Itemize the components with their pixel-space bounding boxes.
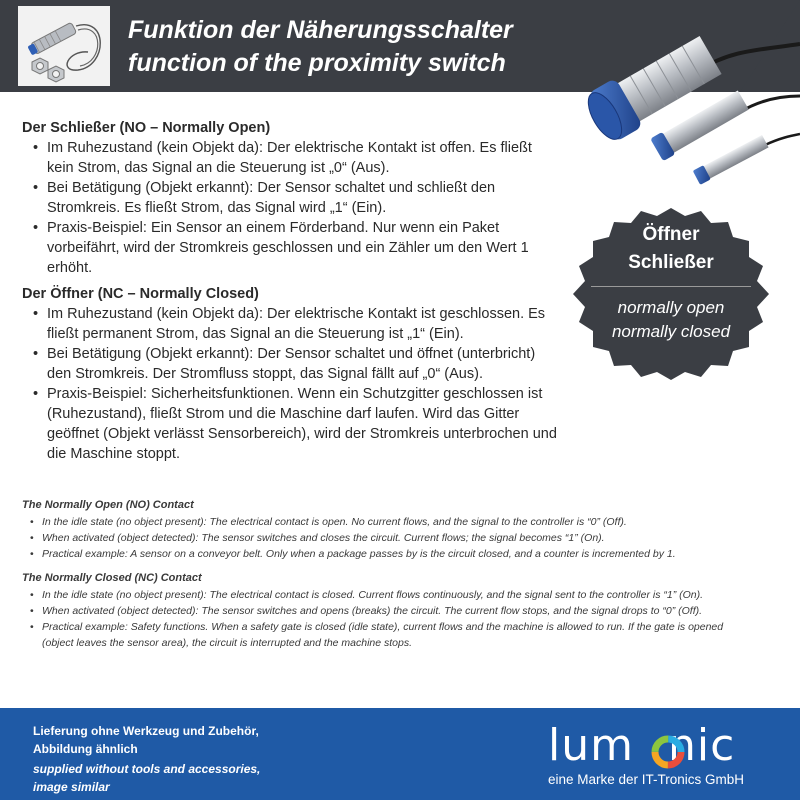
list-item: • When activated (object detected): The sensor switches and opens (breaks) the circuit. The current flow stops, and the signal drops to “0” (Off). bbox=[42, 603, 742, 619]
logo-wordmark bbox=[548, 722, 735, 770]
german-list-no bbox=[22, 138, 562, 278]
list-item: • Bei Betätigung (Objekt erkannt): Der Sensor schaltet und öffnet (unterbricht) den Stromkreis. Der Stromfluss stoppt, das Signal fällt auf „0“ (Aus). bbox=[47, 344, 562, 384]
logo-text-right: nic bbox=[667, 720, 736, 771]
page-title bbox=[128, 14, 513, 80]
list-item: • In the idle state (no object present): The electrical contact is closed. Current flows continuously, and the signal sent to the controller is “1” (On). bbox=[42, 587, 742, 603]
list-item: • When activated (object detected): The sensor switches and closes the circuit. Current flows; the signal becomes “1” (On). bbox=[42, 530, 742, 546]
badge-label-normally-open: normally open bbox=[617, 298, 725, 317]
footer-note-german-line2: Abbildung ähnlich bbox=[33, 742, 138, 756]
english-list-nc bbox=[22, 587, 742, 651]
title-german: Funktion der Näherungsschalter bbox=[128, 16, 513, 44]
footer-note-german-line1: Lieferung ohne Werkzeug und Zubehör, bbox=[33, 724, 259, 738]
logo-text-left: lum bbox=[548, 720, 634, 771]
german-description bbox=[22, 118, 562, 464]
contact-type-badge bbox=[563, 206, 779, 382]
footer-note-english-line1: supplied without tools and accessories, bbox=[33, 762, 261, 776]
list-item: • Bei Betätigung (Objekt erkannt): Der Sensor schaltet und schließt den Stromkreis. Es fließt Strom, das Signal wird „1“ (Ein). bbox=[47, 178, 562, 218]
english-heading-nc: The Normally Closed (NC) Contact bbox=[22, 572, 202, 584]
list-item: • Im Ruhezustand (kein Objekt da): Der elektrische Kontakt ist geschlossen. Es fließt permanent Strom, das Signal an die Steuerung ist „1“ (Ein). bbox=[47, 304, 562, 344]
lumonic-logo-o-icon bbox=[651, 735, 685, 769]
german-heading-nc: Der Öffner (NC – Normally Closed) bbox=[22, 286, 259, 302]
badge-divider bbox=[591, 286, 751, 287]
list-item: • Praxis-Beispiel: Ein Sensor an einem Förderband. Nur wenn ein Paket vorbeifährt, wird der Stromkreis geschlossen und ein Zähler um den Wert 1 erhöht. bbox=[47, 218, 562, 278]
badge-label-schliesser: Schließer bbox=[628, 252, 714, 273]
english-heading-no: The Normally Open (NO) Contact bbox=[22, 499, 194, 511]
list-item: • Practical example: A sensor on a conveyor belt. Only when a package passes by is the circuit closed, and a counter is incremented by 1. bbox=[42, 546, 742, 562]
list-item: • Practical example: Safety functions. When a safety gate is closed (idle state), current flows and the machine is allowed to run. If the gate is opened (object leaves the sensor area), the circuit is interrupted and the machine stops. bbox=[42, 619, 742, 651]
list-item: • Praxis-Beispiel: Sicherheitsfunktionen. Wenn ein Schutzgitter geschlossen ist (Ruhezustand), fließt Strom und die Maschine darf laufen. Wird das Gitter geöffnet (Objekt verlässt Sensorbereich), wird der Stromkreis unterbrochen und die Maschine stoppt. bbox=[47, 384, 562, 464]
footer-note-english bbox=[33, 760, 333, 796]
footer-note-english-line2: image similar bbox=[33, 780, 110, 794]
proximity-sensor-thumbnail-icon bbox=[18, 6, 110, 86]
german-heading-no: Der Schließer (NO – Normally Open) bbox=[22, 120, 271, 136]
english-list-no bbox=[22, 514, 742, 562]
proximity-sensor-product-image bbox=[580, 30, 800, 200]
logo-tagline: eine Marke der IT-Tronics GmbH bbox=[548, 772, 745, 787]
footer-note-german bbox=[33, 722, 333, 758]
title-english: function of the proximity switch bbox=[128, 49, 506, 77]
list-item: • Im Ruhezustand (kein Objekt da): Der elektrische Kontakt ist offen. Es fließt kein Strom, das Signal an die Steuerung ist „0“ (Aus). bbox=[47, 138, 562, 178]
badge-label-normally-closed: normally closed bbox=[611, 322, 731, 341]
german-list-nc bbox=[22, 304, 562, 464]
list-item: • In the idle state (no object present): The electrical contact is open. No current flows, and the signal to the controller is “0” (Off). bbox=[42, 514, 742, 530]
english-description bbox=[22, 497, 742, 651]
badge-label-oeffner: Öffner bbox=[642, 224, 700, 245]
lumonic-logo bbox=[548, 722, 778, 792]
footer-banner bbox=[0, 708, 800, 800]
